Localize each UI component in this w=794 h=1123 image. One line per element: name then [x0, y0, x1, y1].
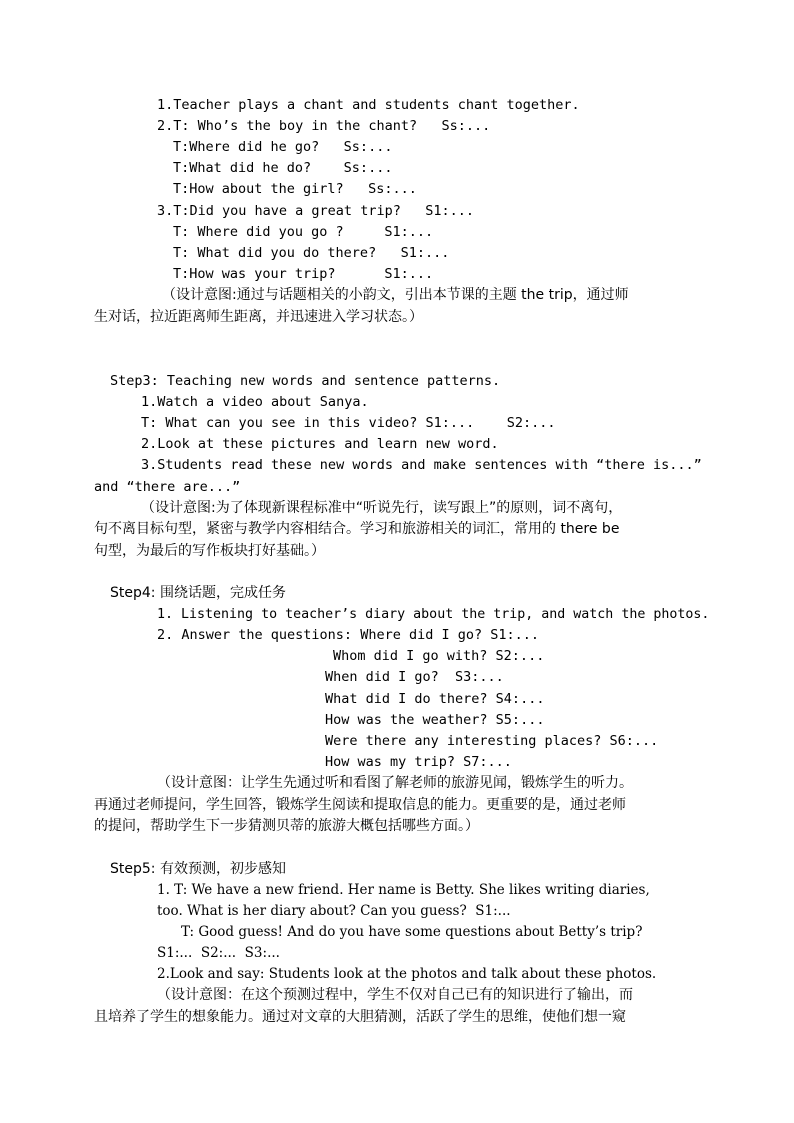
text-line: When did I go? S3:... [325, 669, 504, 685]
text-line: T:How was your trip? S1:... [173, 266, 434, 282]
text-line: 2.T: Who’s the boy in the chant? Ss:... [157, 118, 491, 134]
text-line: 3.Students read these new words and make sentences with “there is...” [141, 457, 702, 473]
design-intent-text: （设计意图:通过与话题相关的小韵文，引出本节课的主题 the trip，通过师 [162, 287, 629, 303]
design-intent-text: （设计意图：在这个预测过程中，学生不仅对自己已有的知识进行了输出，而 [157, 987, 633, 1003]
text-line: 1.Watch a video about Sanya. [141, 394, 369, 410]
text-line: What did I do there? S4:... [325, 691, 545, 707]
design-intent-text: 且培养了学生的想象能力。通过对文章的大胆猜测，活跃了学生的思维，使他们想一窥 [94, 1009, 626, 1025]
design-intent-text: 的提问，帮助学生下一步猜测贝蒂的旅游大概包括哪些方面。） [94, 818, 479, 834]
text-line: T:What did he do? Ss:... [173, 160, 393, 176]
design-intent-text: （设计意图：让学生先通过听和看图了解老师的旅游见闻，锻炼学生的听力。 [157, 775, 633, 791]
text-line: 3.T:Did you have a great trip? S1:... [157, 203, 474, 219]
text-line: Whom did I go with? S2:... [333, 648, 545, 664]
design-intent-text: 再通过老师提问，学生回答，锻炼学生阅读和提取信息的能力。更重要的是，通过老师 [94, 797, 626, 813]
design-intent-text: 句不离目标句型，紧密与教学内容相结合。学习和旅游相关的词汇，常用的 there be [94, 521, 620, 537]
text-line: Were there any interesting places? S6:... [325, 733, 659, 749]
text-line: How was the weather? S5:... [325, 712, 545, 728]
step-heading: Step5: 有效预测，初步感知 [110, 861, 286, 877]
text-line: and “there are...” [94, 479, 241, 495]
text-line: 1.Teacher plays a chant and students chant together. [157, 97, 580, 113]
text-line: 1. T: We have a new friend. Her name is Betty. She likes writing diaries, [157, 882, 650, 898]
text-line: T:Where did he go? Ss:... [173, 139, 393, 155]
design-intent-text: （设计意图:为了体现新课程标准中“听说先行，读写跟上”的原则，词不离句， [141, 500, 623, 516]
text-line: T: Where did you go ? S1:... [173, 224, 434, 240]
step-heading: Step3: Teaching new words and sentence patterns. [110, 373, 501, 389]
text-line: T:How about the girl? Ss:... [173, 181, 417, 197]
step-heading: Step4: 围绕话题，完成任务 [110, 585, 286, 601]
text-line: 2.Look and say: Students look at the photos and talk about these photos. [157, 966, 657, 982]
design-intent-text: 生对话，拉近距离师生距离，并迅速进入学习状态。） [94, 309, 423, 325]
text-line: S1:... S2:... S3:... [157, 945, 280, 961]
text-line: 2.Look at these pictures and learn new word. [141, 436, 499, 452]
text-line: 1. Listening to teacher’s diary about the trip, and watch the photos. [157, 607, 710, 622]
text-line: T: What did you do there? S1:... [173, 245, 450, 261]
text-line: T: Good guess! And do you have some questions about Betty’s trip? [181, 924, 643, 940]
text-line: How was my trip? S7:... [325, 754, 512, 770]
text-line: 2. Answer the questions: Where did I go? S1:... [157, 627, 540, 643]
text-line: too. What is her diary about? Can you guess? S1:... [157, 903, 511, 919]
design-intent-text: 句型，为最后的写作板块打好基础。） [94, 543, 325, 559]
text-line: T: What can you see in this video? S1:... S2:... [141, 415, 556, 431]
